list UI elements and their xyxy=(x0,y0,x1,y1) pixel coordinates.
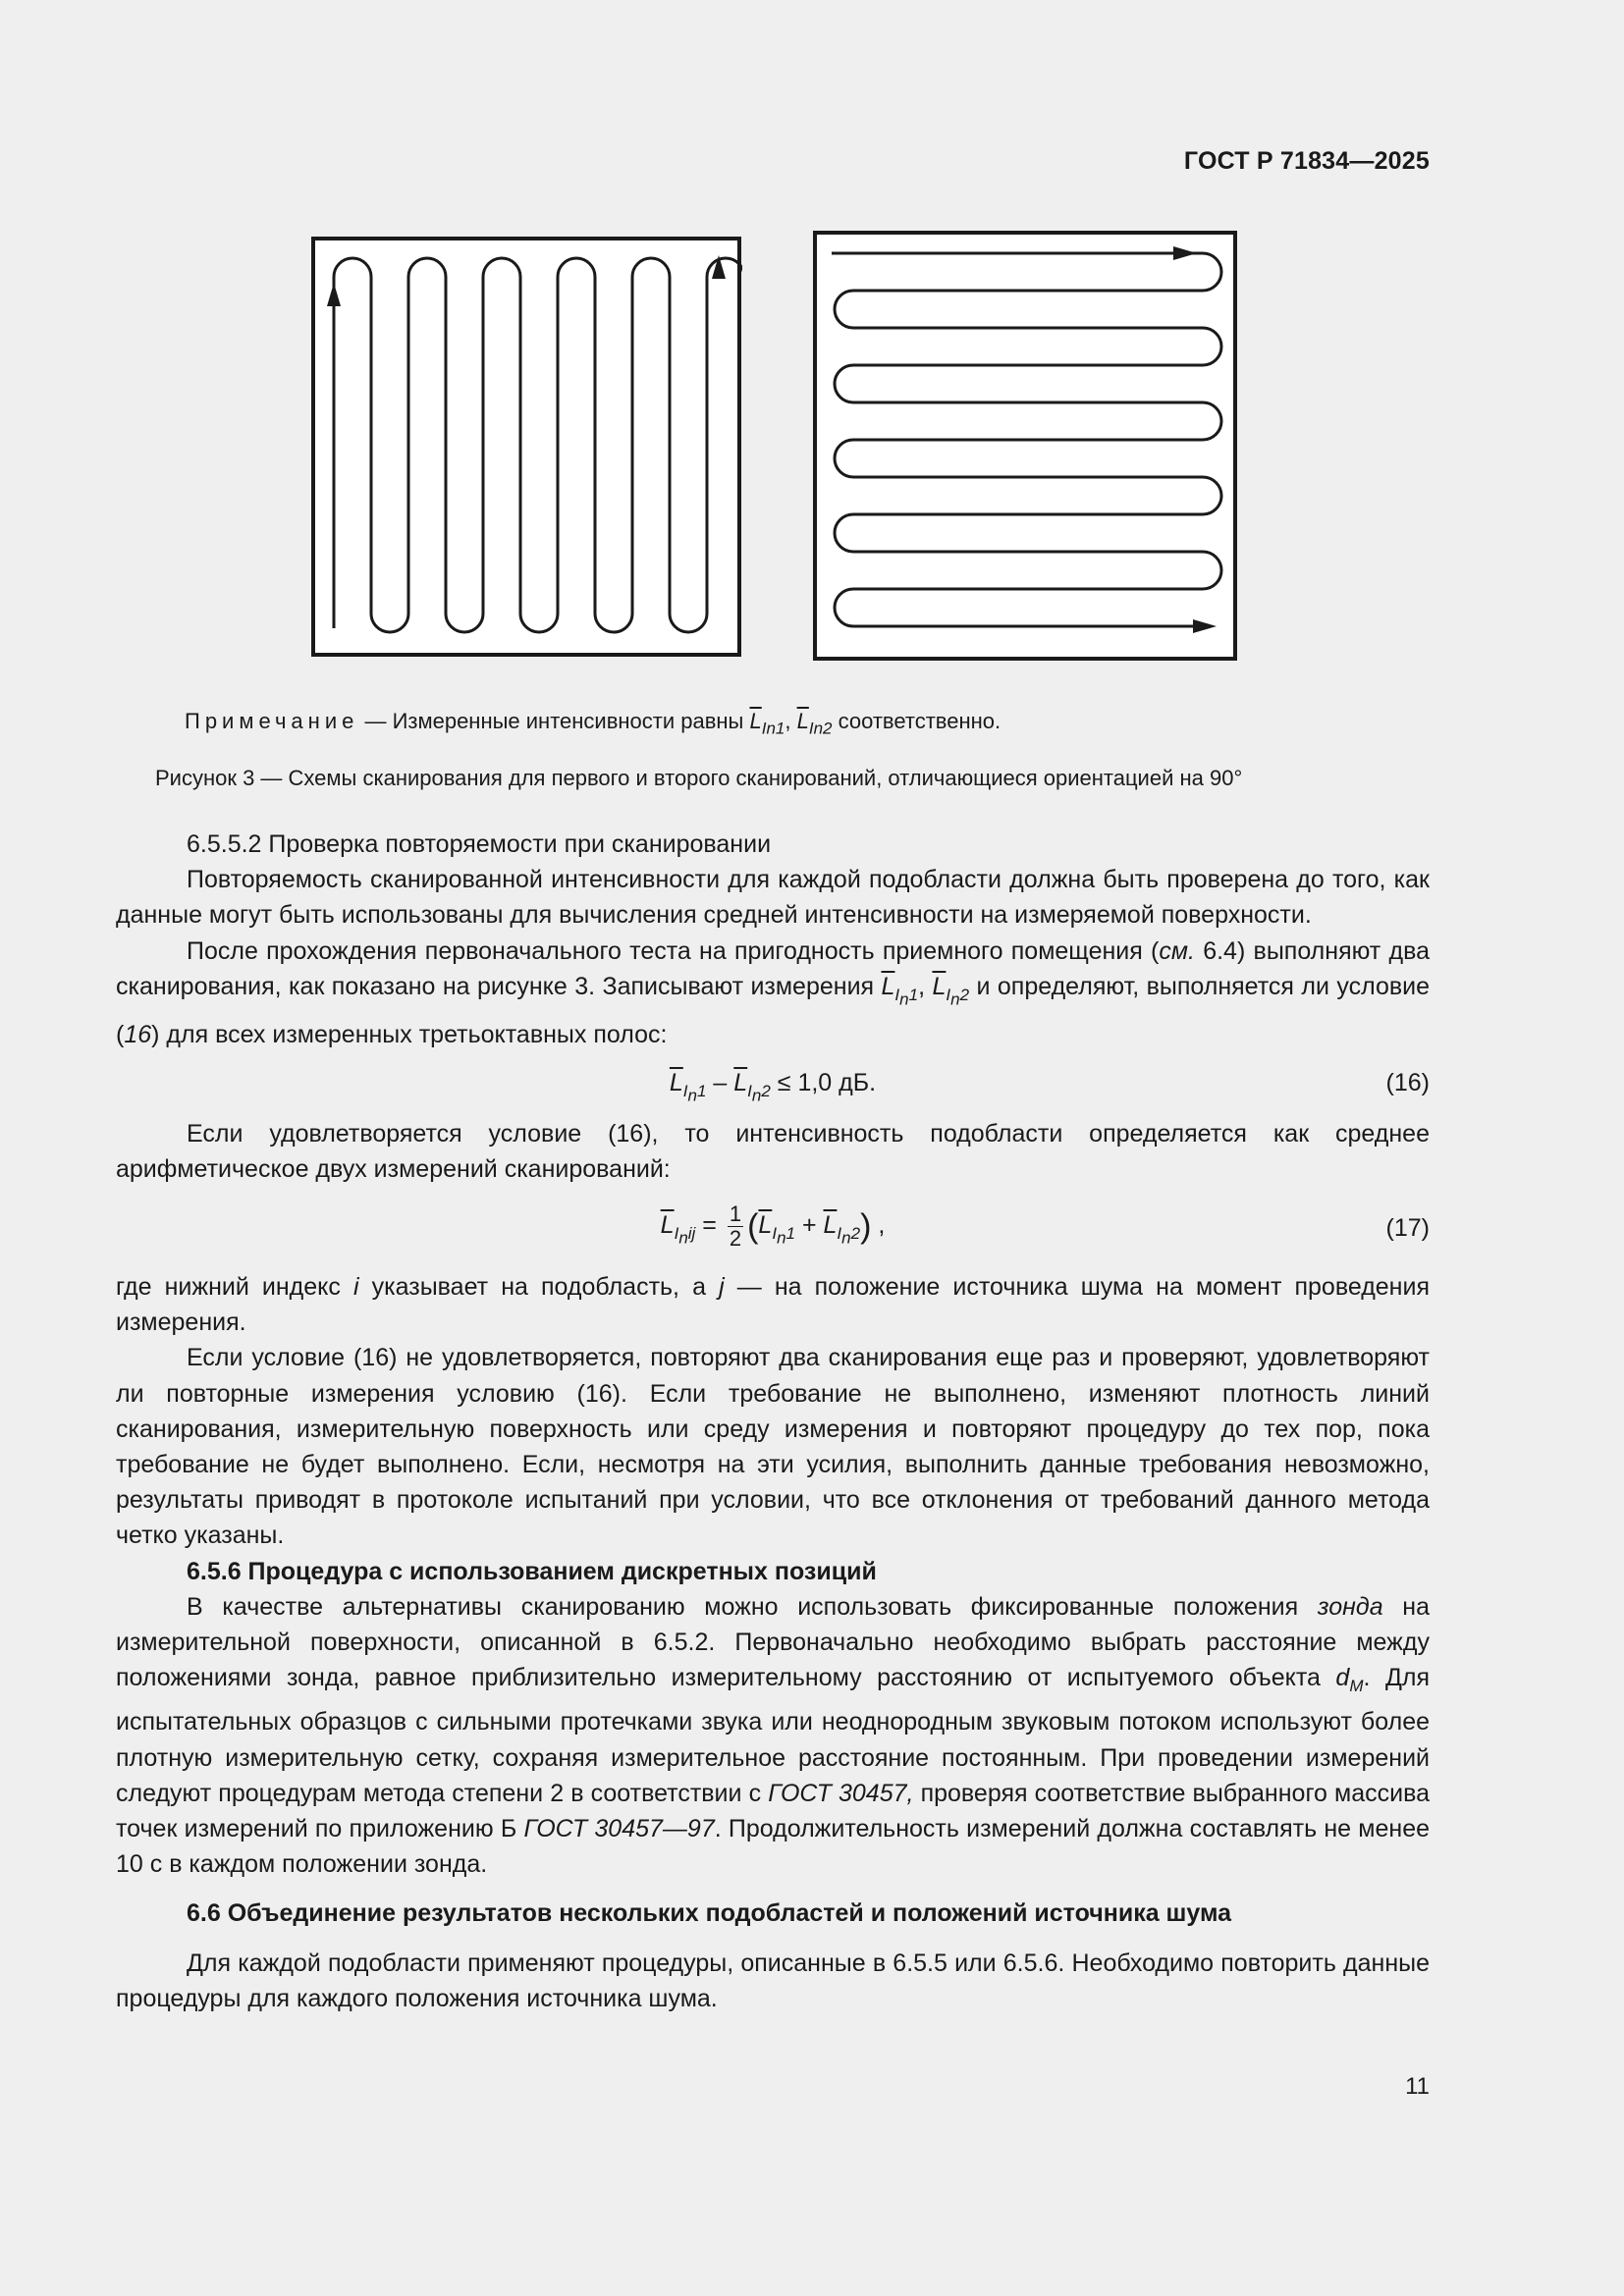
page-number: 11 xyxy=(1405,2073,1430,2100)
body-text xyxy=(116,827,1430,2016)
scan-diagram-vertical xyxy=(310,236,742,658)
scan-diagram-horizontal xyxy=(812,230,1238,662)
standard-header: ГОСТ Р 71834—2025 xyxy=(1183,147,1430,175)
figure-caption: Рисунок 3 — Схемы сканирования для первого и второго сканирований, отличающиеся ориентацией на 90° xyxy=(155,766,1243,790)
paragraph: Если удовлетворяется условие (16), то интенсивность подобласти определяется как среднее арифметическое двух измерений сканирований: xyxy=(116,1119,1430,1183)
formula-16: $\overline{L}_{I_n1} - \overline{L}_{I_n2} \le 1,0$ дБ. (16) xyxy=(116,1059,1430,1110)
fraction-one-half: $\frac{1}{2}$ xyxy=(729,1201,742,1252)
paragraph: где нижний индекс i указывает на подобласть, а j — на положение источника шума на момент проведения измерения. xyxy=(116,1273,1430,1337)
note-label: Примечание xyxy=(185,709,359,733)
paragraph: В качестве альтернативы сканированию можно использовать фиксированные положения зонда на измерительной поверхности, описанной в 6.5.2. Первоначально необходимо выбрать расстояние между положениями зонда, равное приблизительно измерительному расстоянию от испытуемого объекта $d_M$. Для испытательных образцов с сильными протечками звука или неоднородным звуковым потоком используют более плотную измерительную сетку, сохраняя измерительное расстояние постоянным. При проведении измерений следуют процедурам метода степени 2 в соответствии с ГОСТ 30457, проверяя соответствие выбранного массива точек измерений по приложению Б ГОСТ 30457—97. Продолжительность измерений должна составлять не менее 10 с в каждом положении зонда. xyxy=(116,1592,1431,1879)
paragraph: После прохождения первоначального теста на пригодность приемного помещения (см. 6.4) выполняют два сканирования, как показано на рисунке 3. Записывают измерения $\overline{L}_{I_n1}$, $\overline{L}_{I_n2}$ и определяют, выполняется ли условие (16) для всех измеренных третьоктавных полос: xyxy=(116,936,1431,1049)
paragraph: Для каждой подобласти применяют процедуры, описанные в 6.5.5 или 6.5.6. Необходимо повторить данные процедуры для каждого положения источника шума. xyxy=(116,1949,1430,2012)
formula-17: $\overline{L}_{I_nij}$ = $\frac{1}{2}$ $(\overline{L}_{I_n1} + \overline{L}_{I_n2})$ , (17) xyxy=(660,1201,1430,1252)
paragraph: Если условие (16) не удовлетворяется, повторяют два сканирования еще раз и проверяют, удовлетворяют ли повторные измерения условию (16). Если требование не выполнено, изменяют плотность линий сканирования, измерительную поверхность или среду измерения и повторяют процедуру до тех пор, пока требование не будет выполнено. Если, несмотря на эти усилия, выполнить данные требования невозможно, результаты приводят в протоколе испытаний при условии, что все отклонения от требований данного метода четко указаны. xyxy=(116,1344,1430,1550)
section-6-5-6-title: 6.5.6 Процедура с использованием дискретных позиций xyxy=(187,1557,877,1585)
formula-number: (16) xyxy=(1385,1068,1430,1096)
section-6-5-5-2-title: 6.5.5.2 Проверка повторяемости при сканировании xyxy=(187,830,772,858)
paragraph: Повторяемость сканированной интенсивности для каждой подобласти должна быть проверена до того, как данные могут быть использованы для вычисления средней интенсивности на измеряемой поверхности. xyxy=(116,866,1430,930)
figure-note: Примечание — Измеренные интенсивности равны $\overline{L}_{In1}$, $\overline{L}_{In2}$ соответственно. xyxy=(185,709,1001,738)
section-6-6-title: 6.6 Объединение результатов нескольких подобластей и положений источника шума xyxy=(187,1899,1232,1928)
formula-number: (17) xyxy=(1385,1214,1430,1243)
